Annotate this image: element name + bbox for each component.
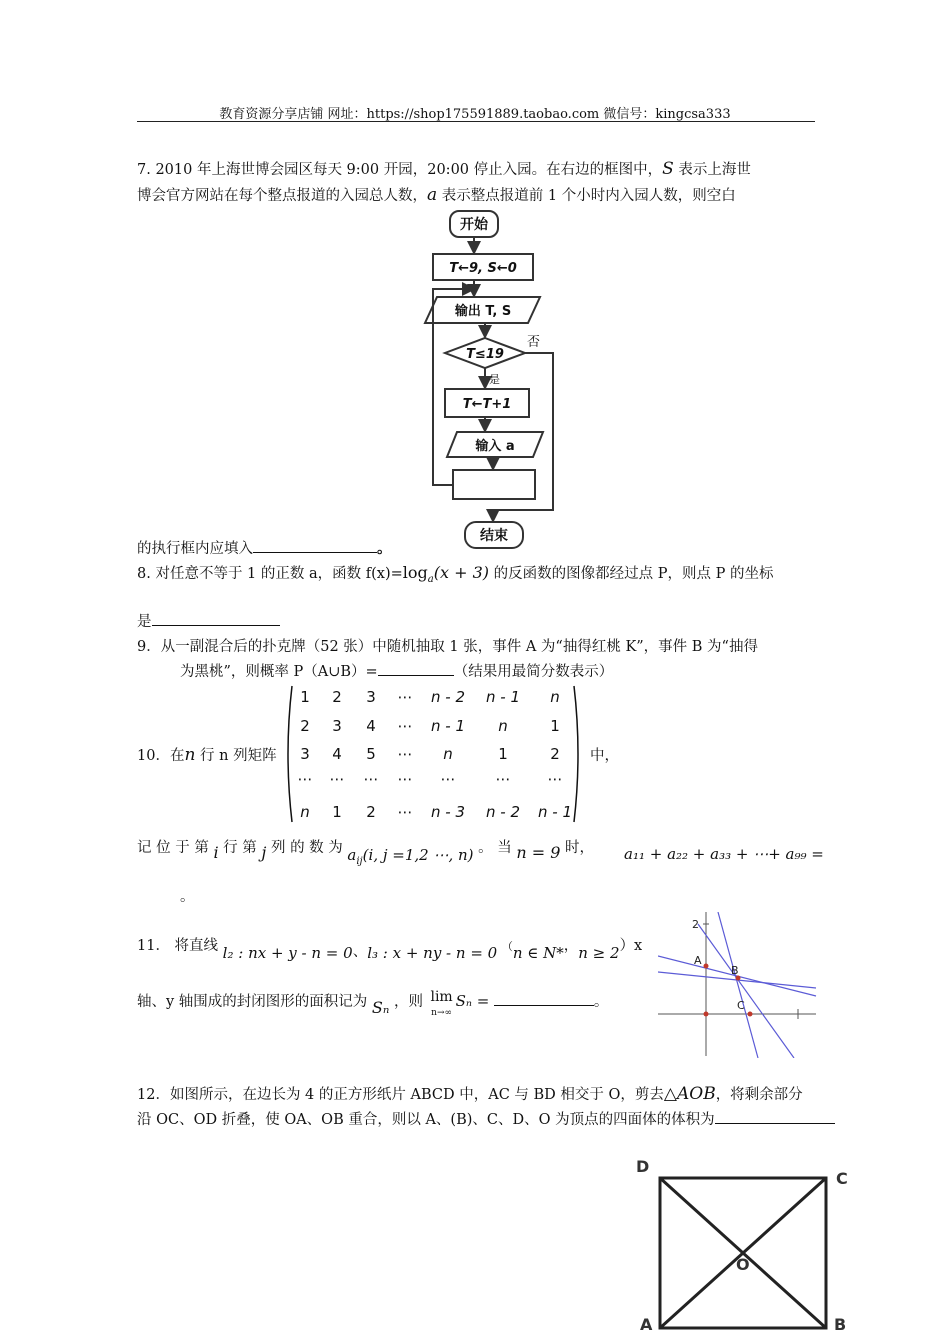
q11-point-origin — [704, 1012, 709, 1017]
q8-log: $\log_a(x + 3)$ — [402, 563, 489, 586]
q12-label-o: O — [736, 1255, 750, 1274]
matrix-cell: ⋯ — [329, 770, 345, 788]
q7-line1: 7. 2010 年上海世博会园区每天 9:00 开园，20:00 停止入园。在右边的框图中，S 表示上海世 — [137, 159, 751, 179]
q12-figure — [628, 1150, 858, 1340]
matrix-cell: 2 — [366, 803, 376, 821]
matrix-cell: ⋯ — [397, 688, 413, 706]
q9-line1: 9．从一副混合后的扑克牌（52 张）中随机抽取 1 张，事件 A 为“抽得红桃 K”，事件 B 为“抽得 — [137, 639, 758, 655]
matrix-cell: 1 — [300, 688, 310, 706]
q10-suffix: 中， — [590, 748, 619, 764]
q10-line3: 。 — [180, 889, 195, 905]
q12-triangle: △AOB — [663, 1084, 716, 1104]
q11-label-a: A — [694, 954, 702, 967]
q11-line2: 轴、y 轴围成的封闭图形的面积记为 Sₙ ，则 lim n→∞Sₙ = 。 — [137, 989, 609, 1018]
matrix-cell: n - 3 — [431, 803, 465, 821]
flow-cond-label: T≤19 — [466, 347, 504, 362]
flow-yes-label: 是 — [489, 373, 500, 386]
flow-inc-label: T←T+1 — [462, 397, 512, 412]
matrix-cell: n - 1 — [431, 717, 465, 735]
q11-line1: 11． 将直线 l₂ : nx + y - n = 0、l₃ : x + ny - n = 0 （n ∈ N*，n ≥ 2）x — [137, 938, 643, 962]
q9-line2: 为黑桃”，则概率 P（A∪B）= （结果用最简分数表示） — [180, 660, 613, 681]
matrix-left-paren — [288, 686, 292, 822]
matrix-cell: 2 — [300, 717, 310, 735]
q11-tick-2: 2 — [692, 918, 699, 931]
matrix-cell: 1 — [498, 745, 508, 763]
matrix-cell: n — [550, 688, 560, 706]
q10-aij: $a_{ij}(i$, j =1,2 ⋯, n) — [347, 846, 474, 867]
q10-line2: 记 位 于 第 i 行 第 j 列 的 数 为 $a_{ij}(i$, j =1,2 ⋯, n) 。 当 n = 9 时， — [137, 840, 595, 867]
q10-sum: a₁₁ + a₂₂ + a₃₃ + ⋯+ a₉₉ = — [624, 845, 824, 863]
matrix-cell: ⋯ — [547, 770, 563, 788]
q11-figure — [658, 912, 818, 1058]
matrix-cell: ⋯ — [397, 745, 413, 763]
flow-input-label: 输入 a — [475, 439, 515, 454]
matrix-cell: ⋯ — [297, 770, 313, 788]
q12-label-c: C — [836, 1169, 848, 1188]
q10-line1: 10．在n 行 n 列矩阵 — [137, 745, 277, 765]
q12-label-d: D — [636, 1157, 650, 1176]
matrix-cell: n - 1 — [486, 688, 520, 706]
matrix-cell: 3 — [300, 745, 310, 763]
q7-line2: 博会官方网站在每个整点报道的入园总人数，a 表示整点报道前 1 个小时内入园人数，则空白 — [137, 185, 736, 205]
matrix-cell: 3 — [332, 717, 342, 735]
q12-line2: 沿 OC、OD 折叠，使 OA、OB 重合，则以 A、(B)、C、D、O 为顶点的四面体的体积为 — [137, 1108, 835, 1129]
q7-var-a: a — [427, 185, 438, 205]
q11-label-c: C — [737, 999, 745, 1012]
flow-no-label: 否 — [527, 335, 541, 350]
q11-answer-blank[interactable] — [494, 991, 594, 1006]
matrix-cell: 2 — [332, 688, 342, 706]
q11-l3: l₃ : x + ny - n = 0 — [367, 944, 498, 962]
flow-blank-box — [453, 470, 535, 499]
q7-var-s: S — [662, 159, 674, 179]
matrix-cell: ⋯ — [397, 803, 413, 821]
q8-line1: 8. 对任意不等于 1 的正数 a，函数 $f(x)=\log_a(x + 3)$ 的反函数的图像都经过点 P，则点 P 的坐标 — [137, 563, 774, 586]
q7-line3: 的执行框内应填入 。 — [137, 540, 392, 557]
matrix-cell: 1 — [550, 717, 560, 735]
q7-flowchart — [415, 205, 565, 555]
q12-label-b: B — [834, 1315, 847, 1334]
q8-answer-blank[interactable] — [152, 611, 280, 626]
q11-limit: lim n→∞ — [430, 989, 453, 1018]
matrix-cell: n - 1 — [538, 803, 572, 821]
matrix-cell: 1 — [332, 803, 342, 821]
matrix-cell: 3 — [366, 688, 376, 706]
q11-l2: l₂ : nx + y - n = 0 — [222, 944, 353, 962]
q11-point-a — [704, 964, 709, 969]
matrix-cell: n - 2 — [431, 688, 465, 706]
q11-label-b: B — [731, 964, 739, 977]
page-header: 教育资源分享店铺 网址：https://shop175591889.taobao.com 微信号：kingcsa333 — [219, 107, 731, 122]
flow-output-label: 输出 T, S — [454, 304, 512, 319]
q12-line1: 12．如图所示，在边长为 4 的正方形纸片 ABCD 中，AC 与 BD 相交于 O，剪去△AOB，将剩余部分 — [137, 1084, 803, 1104]
matrix-cell: 2 — [550, 745, 560, 763]
matrix-right-paren — [574, 686, 578, 822]
matrix-cell: ⋯ — [363, 770, 379, 788]
matrix-cell: n - 2 — [486, 803, 520, 821]
q11-point-c — [748, 1012, 753, 1017]
matrix-cell: ⋯ — [495, 770, 511, 788]
matrix-cell: n — [498, 717, 508, 735]
flow-start-label: 开始 — [460, 217, 488, 233]
header-rule — [137, 121, 815, 122]
q7-answer-blank[interactable] — [253, 538, 377, 553]
q10-matrix — [283, 680, 583, 828]
matrix-cell: ⋯ — [440, 770, 456, 788]
q12-label-a: A — [640, 1315, 653, 1334]
q11-line-b — [698, 924, 794, 1058]
q9-answer-blank[interactable] — [378, 661, 454, 676]
matrix-cell: n — [300, 803, 310, 821]
matrix-cell: 4 — [332, 745, 342, 763]
matrix-cell: ⋯ — [397, 770, 413, 788]
q8-line2: 是 — [137, 610, 280, 631]
q12-answer-blank[interactable] — [715, 1109, 835, 1124]
flow-init-label: T←9, S←0 — [449, 261, 517, 276]
matrix-cell: n — [443, 745, 453, 763]
matrix-cell: 4 — [366, 717, 376, 735]
matrix-cell: ⋯ — [397, 717, 413, 735]
flow-end-label: 结束 — [480, 528, 508, 544]
matrix-cell: 5 — [366, 745, 376, 763]
